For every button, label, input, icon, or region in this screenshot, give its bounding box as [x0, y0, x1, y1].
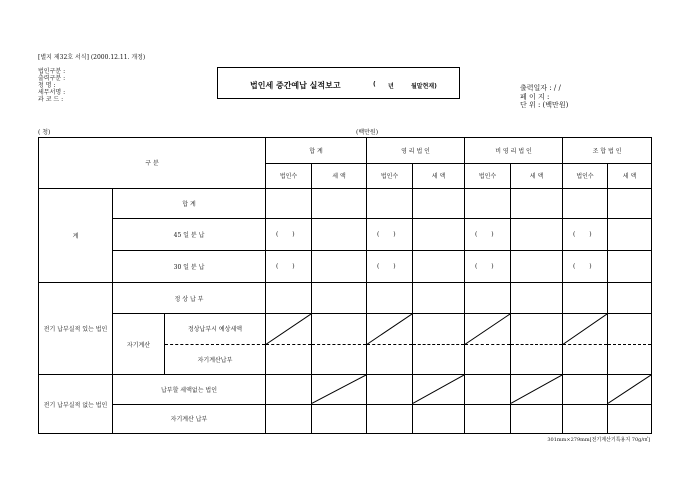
diagonal-strike: [563, 314, 607, 344]
row-45-day: 45 일 분 납: [113, 218, 266, 250]
cell: [413, 313, 465, 344]
title-box: [217, 67, 460, 99]
title-open-paren: (: [373, 81, 376, 88]
cell: [563, 188, 608, 218]
diagonal-strike: [312, 375, 366, 403]
cell: [413, 345, 465, 375]
paper-spec: 301mm×279mm[전기계산기특용지 70g/㎡]: [547, 437, 650, 443]
cell: [312, 345, 367, 375]
diagonal-strike: [266, 314, 311, 344]
subheader-tax: 세 액: [608, 164, 652, 188]
cell: [465, 283, 511, 313]
regional-office: ( 청): [38, 129, 51, 136]
cell: [312, 218, 367, 250]
row-30-day: 30 일 분 납: [113, 251, 266, 283]
count-paren: ( ): [276, 230, 301, 238]
diagonal-strike: [413, 375, 464, 403]
subheader-tax: 세 액: [511, 164, 563, 188]
cell: [367, 188, 413, 218]
header-page: 페 이 지 :: [520, 93, 550, 101]
cell: [413, 283, 465, 313]
count-paren: ( ): [475, 263, 500, 271]
cell: [266, 188, 312, 218]
cell: [563, 375, 608, 404]
diagonal-strike: [465, 314, 510, 344]
title-year: 년: [388, 83, 394, 90]
cell: [266, 375, 312, 404]
cell: [266, 404, 312, 433]
cell: [608, 251, 652, 283]
cell: [608, 404, 652, 433]
cell: [608, 345, 652, 375]
subheader-tax: 세 액: [413, 164, 465, 188]
report-table: [38, 137, 652, 434]
group-total: 합 계: [266, 138, 367, 164]
form-id: [별지 제32호 서식] (2000.12.11. 개정): [38, 54, 146, 61]
cell: [608, 283, 652, 313]
header-division: 법인구분 :: [38, 68, 66, 75]
cell: [465, 404, 511, 433]
subheader-tax: 세 액: [312, 164, 367, 188]
cell: [465, 188, 511, 218]
cell: [563, 404, 608, 433]
count-paren: ( ): [276, 263, 301, 271]
subheader-count: 법인수: [563, 164, 608, 188]
cell: [413, 404, 465, 433]
row-self-calc-payment: 자기계산납부: [165, 345, 266, 375]
count-paren: ( ): [377, 263, 402, 271]
cell: [413, 251, 465, 283]
row-self-pay: 자기계산 납부: [113, 404, 266, 433]
row-total: 합 계: [113, 188, 266, 218]
group-profit: 영 리 법 인: [367, 138, 465, 164]
cell: [511, 313, 563, 344]
cell: [367, 345, 413, 375]
row-no-tax: 납부할 세액없는 법인: [113, 375, 266, 404]
cell: [312, 283, 367, 313]
cell: [266, 283, 312, 313]
row-label-prev-no: 전기 납부실적 없는 법인: [39, 375, 113, 434]
row-expected-tax: 정상납부시 예상세액: [165, 313, 266, 344]
cell: [413, 218, 465, 250]
cell: [413, 188, 465, 218]
subheader-count: 법인수: [266, 164, 312, 188]
cell: [511, 251, 563, 283]
header-section-code: 과 코 드 :: [38, 96, 64, 103]
group-union: 조 합 법 인: [563, 138, 652, 164]
cell: [511, 283, 563, 313]
group-nonprofit: 비 영 리 법 인: [465, 138, 563, 164]
count-paren: ( ): [377, 230, 402, 238]
cell: [266, 345, 312, 375]
diagonal-strike: [367, 314, 412, 344]
header-office-name: 청 명 :: [38, 82, 56, 89]
header-tax-office: 세무서명 :: [38, 89, 66, 96]
cell: [367, 404, 413, 433]
subheader-count: 법인수: [465, 164, 511, 188]
cell: [608, 188, 652, 218]
row-label-prev-yes: 전기 납부실적 있는 법인: [39, 283, 113, 375]
cell: [608, 313, 652, 344]
diagonal-strike: [511, 375, 562, 403]
cell: [367, 283, 413, 313]
cell: [312, 313, 367, 344]
cell: [312, 188, 367, 218]
cell: [312, 404, 367, 433]
count-paren: ( ): [573, 230, 598, 238]
cell: [608, 218, 652, 250]
diagonal-strike: [608, 375, 651, 403]
header-output-type: 출력구분 :: [38, 75, 66, 82]
header-unit: 단 위 : (백만원): [520, 101, 569, 109]
subheader-count: 법인수: [367, 164, 413, 188]
count-paren: ( ): [573, 263, 598, 271]
header-gubun: 구 분: [39, 138, 266, 189]
cell: [367, 375, 413, 404]
unit-label: (백만원): [356, 129, 379, 136]
header-print-date: 출력일자 : / /: [520, 84, 561, 92]
row-self-calc: 자기계산: [113, 313, 165, 375]
cell: [511, 345, 563, 375]
count-paren: ( ): [475, 230, 500, 238]
row-label-gye: 계: [39, 188, 113, 283]
cell: [511, 404, 563, 433]
cell: [511, 218, 563, 250]
cell: [312, 251, 367, 283]
cell: [465, 375, 511, 404]
cell: [563, 345, 608, 375]
cell: [563, 283, 608, 313]
page-title: 법인세 중간예납 실적보고: [250, 81, 341, 90]
cell: [465, 345, 511, 375]
cell: [511, 188, 563, 218]
title-month-suffix: 월말현재): [411, 83, 437, 90]
row-normal-payment: 정 상 납 부: [113, 283, 266, 313]
